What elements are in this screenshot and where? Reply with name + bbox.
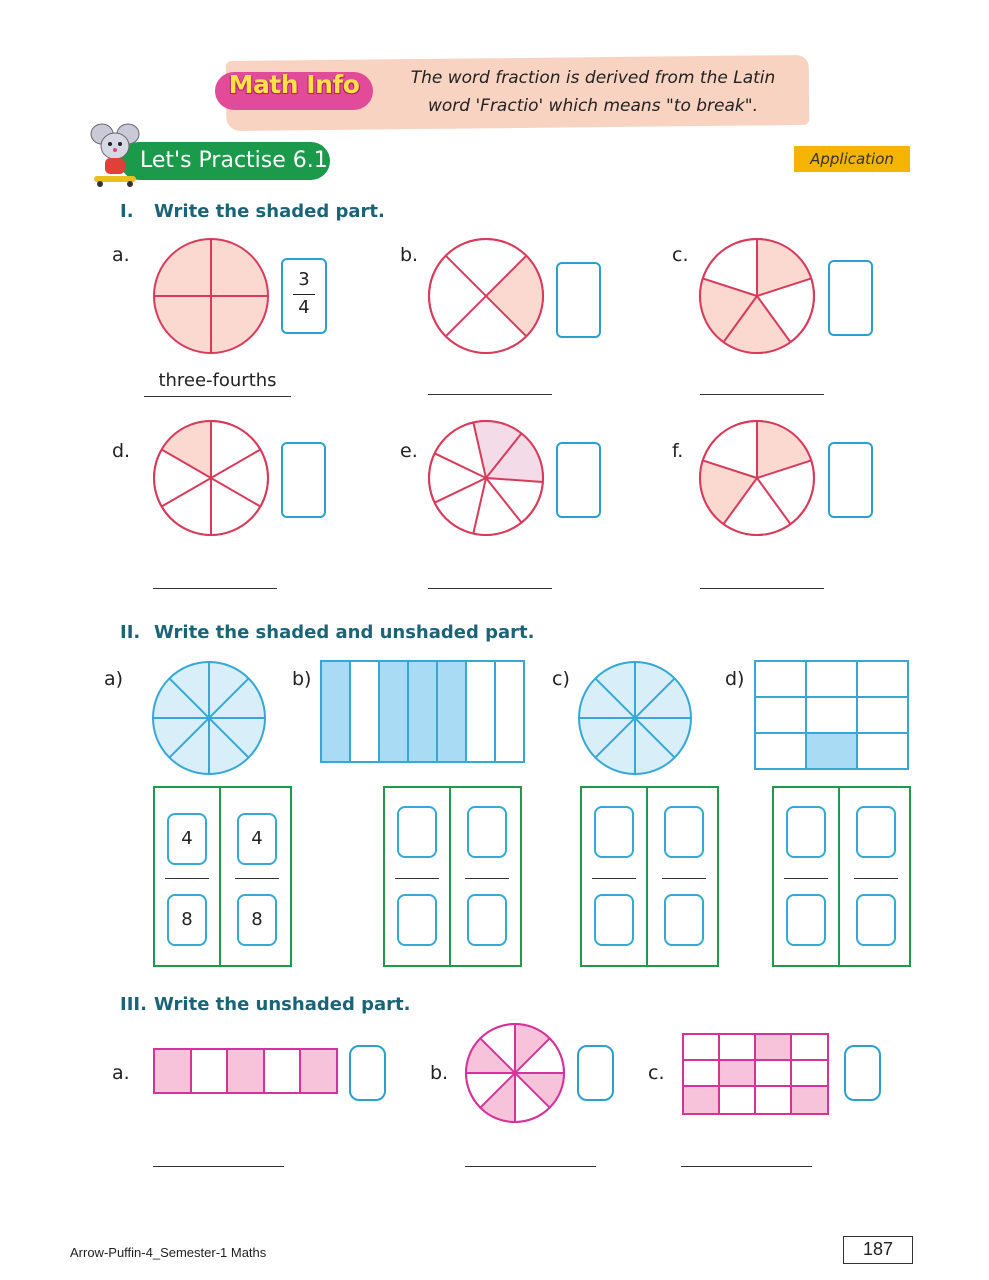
label-3c: c.	[648, 1062, 665, 1084]
section-3-number: III.	[120, 994, 147, 1015]
math-info-label: Math Info	[228, 70, 360, 99]
label-3a: a.	[112, 1062, 130, 1084]
label-1a: a.	[112, 244, 130, 266]
label-2b: b)	[292, 668, 312, 690]
answer-line-3a[interactable]	[153, 1166, 284, 1167]
label-1f: f.	[672, 440, 684, 462]
page-number: 187	[843, 1236, 913, 1264]
circle-3b	[466, 1024, 564, 1122]
answer-box-3c[interactable]	[844, 1045, 881, 1101]
unshaded-numerator-2a[interactable]: 4	[237, 813, 277, 865]
strip-3a	[154, 1049, 337, 1093]
label-2d: d)	[725, 668, 745, 690]
shaded-denominator-2a[interactable]: 8	[167, 894, 207, 946]
numerator-1a: 3	[298, 269, 310, 290]
label-2c: c)	[552, 668, 570, 690]
footer-book-title: Arrow-Puffin-4_Semester-1 Maths	[70, 1245, 267, 1260]
section-1-number: I.	[120, 201, 134, 222]
practise-label: Let's Practise 6.1	[140, 148, 328, 173]
answer-text-1a: three-fourths	[158, 370, 277, 391]
label-1e: e.	[400, 440, 418, 462]
math-info-line-1: The word fraction is derived from the Latin	[410, 68, 776, 88]
label-2a: a)	[104, 668, 124, 690]
unshaded-denominator-2a[interactable]: 8	[237, 894, 277, 946]
label-3b: b.	[430, 1062, 449, 1084]
label-1c: c.	[672, 244, 689, 266]
answer-line-3c[interactable]	[681, 1166, 812, 1167]
section-2-number: II.	[120, 622, 141, 643]
shaded-numerator-2a[interactable]: 4	[167, 813, 207, 865]
application-tag: Application	[794, 146, 910, 172]
math-info-line-2: word 'Fractio' which means "to break".	[428, 96, 758, 116]
section-1-title: Write the shaded part.	[154, 201, 385, 222]
label-1d: d.	[112, 440, 131, 462]
grid-3c	[683, 1034, 828, 1114]
label-1b: b.	[400, 244, 419, 266]
answer-box-3b[interactable]	[577, 1045, 614, 1101]
denominator-1a: 4	[298, 297, 310, 318]
section-3-title: Write the unshaded part.	[154, 994, 411, 1015]
answer-line-3b[interactable]	[465, 1166, 596, 1167]
answer-box-3a[interactable]	[349, 1045, 386, 1101]
section-2-title: Write the shaded and unshaded part.	[154, 622, 535, 643]
